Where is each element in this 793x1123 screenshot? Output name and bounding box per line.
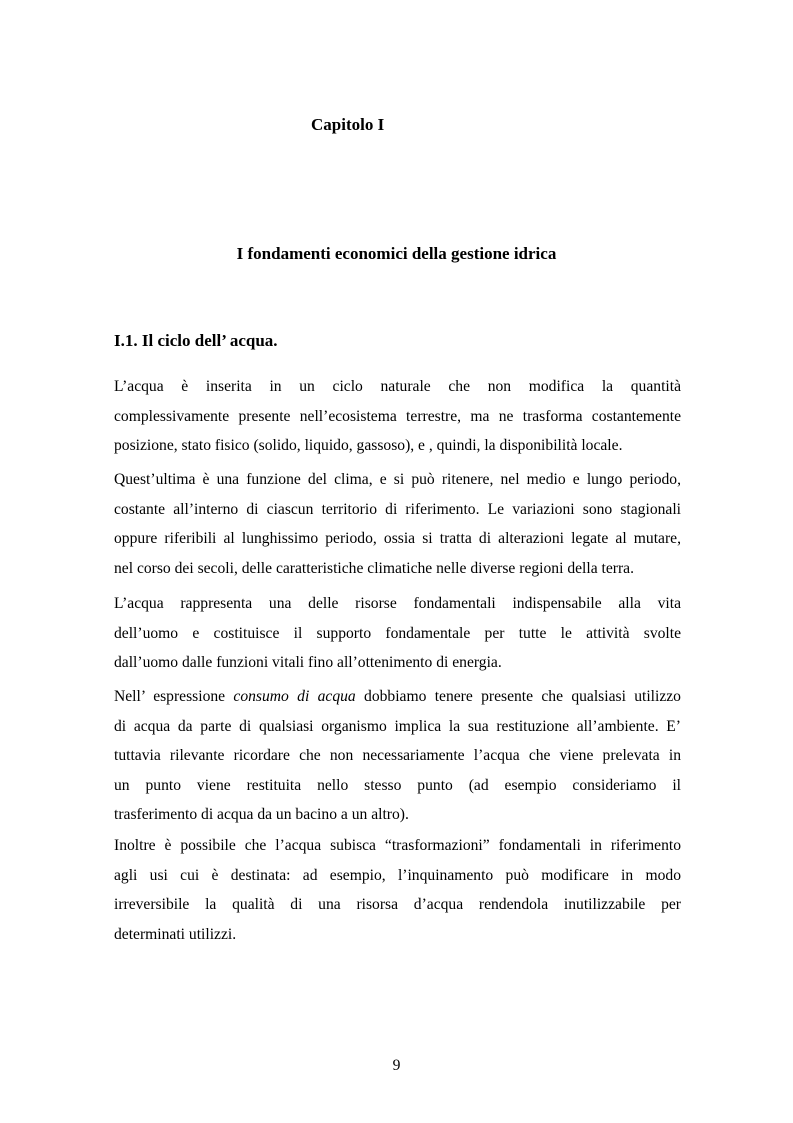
body-line: Inoltre è possibile che l’acqua subisca “trasformazioni” fondamentali in riferimento [114, 837, 681, 854]
body-line: oppure riferibili al lunghissimo periodo, ossia si tratta di alterazioni legate al mutare, [114, 530, 681, 548]
body-line: di acqua da parte di qualsiasi organismo implica la sua restituzione all’ambiente. E’ [114, 717, 681, 735]
body-line: dell’uomo e costituisce il supporto fondamentale per tutte le attività svolte [114, 624, 681, 642]
body-line: agli usi cui è destinata: ad esempio, l’inquinamento può modificare in modo [114, 866, 681, 884]
body-line: tuttavia rilevante ricordare che non necessariamente l’acqua che viene prelevata in [114, 747, 681, 765]
body-line [114, 682, 681, 712]
section-title: I.1. Il ciclo dell’ acqua. [114, 331, 278, 350]
paragraph-climate [114, 465, 681, 583]
body-line: irreversibile la qualità di una risorsa d’acqua rendendola inutilizzabile per [114, 896, 681, 914]
page-number: 9 [392, 1057, 401, 1074]
italic-term: consumo di acqua [233, 688, 356, 705]
body-line: L’acqua è inserita in un ciclo naturale che non modifica la quantità [114, 378, 681, 395]
body-line: trasferimento di acqua da un bacino a un altro). [114, 806, 409, 824]
line-text-after: dobbiamo tenere presente che qualsiasi utilizzo [355, 688, 681, 705]
paragraph-resource [114, 589, 681, 678]
chapter-title: I fondamenti economici della gestione idrica [236, 244, 557, 263]
body-line: posizione, stato fisico (solido, liquido, gassoso), e , quindi, la disponibilità locale. [114, 437, 623, 455]
body-line: L’acqua rappresenta una delle risorse fondamentali indispensabile alla vita [114, 595, 681, 612]
paragraph-transformations [114, 831, 681, 949]
chapter-label: Capitolo I [311, 115, 385, 134]
body-line: nel corso dei secoli, delle caratteristiche climatiche nelle diverse regioni della terra. [114, 559, 634, 577]
body-line: Quest’ultima è una funzione del clima, e si può ritenere, nel medio e lungo periodo, [114, 471, 681, 488]
paragraph-water-cycle [114, 372, 681, 461]
body-line: complessivamente presente nell’ecosistema terrestre, ma ne trasforma costantemente [114, 407, 681, 425]
body-line: dall’uomo dalle funzioni vitali fino all’ottenimento di energia. [114, 654, 502, 672]
paragraph-consumption [114, 682, 681, 830]
body-line: un punto viene restituita nello stesso punto (ad esempio consideriamo il [114, 776, 681, 794]
body-line: costante all’interno di ciascun territorio di riferimento. Le variazioni sono stagionali [114, 500, 681, 518]
line-text-before: Nell’ espressione [114, 688, 234, 705]
body-line: determinati utilizzi. [114, 925, 237, 943]
